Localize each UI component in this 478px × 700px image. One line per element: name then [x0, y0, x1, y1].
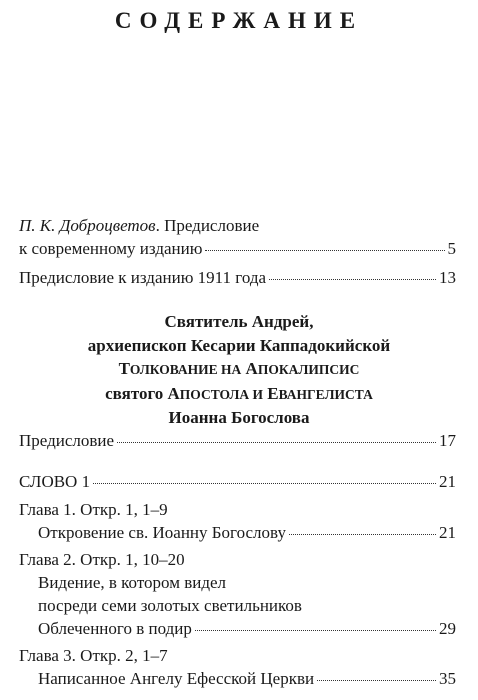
toc-page-number: 5 — [447, 239, 456, 258]
toc-entry-text: Облеченного в подир — [38, 619, 192, 638]
toc-entry-line — [19, 617, 456, 640]
toc-chapter-text: Глава 2. Откр. 1, 10–20 — [19, 550, 185, 569]
toc-entry-1911-preface[interactable] — [19, 266, 456, 289]
toc-entry-text: Написанное Ангелу Ефесской Церкви — [38, 669, 315, 688]
toc-chapter-line — [19, 498, 456, 521]
toc-entry-chapter-2[interactable] — [19, 548, 456, 640]
toc-chapter-line — [19, 548, 456, 571]
toc-entry-text: Откровение св. Иоанну Богослову — [38, 523, 286, 542]
heading-line-title: архиепископ Кесарии Каппадокийской — [87, 335, 391, 355]
toc-entry-line — [19, 594, 456, 617]
toc-entry-line — [19, 214, 456, 237]
toc-entry-title: . Предисловие — [155, 216, 260, 235]
toc-entry-chapter-3[interactable] — [19, 644, 456, 690]
toc-entry-line — [19, 470, 456, 493]
toc-chapter-text: Глава 1. Откр. 1, 1–9 — [19, 500, 168, 519]
leader-dots — [205, 249, 444, 251]
toc-page-number: 35 — [439, 669, 456, 688]
toc-entry-line — [19, 429, 456, 452]
toc-author: П. К. Доброцветов — [19, 216, 156, 235]
toc-entry-line — [19, 237, 456, 260]
toc-page-number: 29 — [439, 619, 456, 638]
leader-dots — [269, 278, 436, 280]
toc-entry-text: Предисловие — [19, 431, 115, 450]
toc-entry-line — [19, 521, 456, 544]
section-heading — [0, 310, 478, 430]
toc-chapter-text: Глава 3. Откр. 2, 1–7 — [19, 646, 168, 665]
leader-dots — [93, 482, 436, 484]
leader-dots — [117, 441, 436, 443]
leader-dots — [289, 533, 436, 535]
toc-entry-text — [19, 214, 259, 237]
toc-entry-text: Предисловие к изданию 1911 года — [19, 268, 267, 287]
leader-dots — [317, 679, 436, 681]
toc-page-number: 21 — [439, 472, 456, 491]
toc-entry-text: СЛОВО 1 — [19, 472, 91, 491]
page-title: СОДЕРЖАНИЕ — [114, 8, 364, 33]
heading-line-author: Святитель Андрей, — [164, 312, 314, 331]
heading-line-name: Иоанна Богослова — [168, 408, 310, 427]
toc-entry-line — [19, 667, 456, 690]
toc-page-number: 17 — [439, 431, 456, 450]
heading-line-work: ТОЛКОВАНИЕ НА АПОКАЛИПСИС — [118, 359, 360, 378]
heading-line-apostle: святого АПОСТОЛА И ЕВАНГЕЛИСТА — [105, 383, 373, 403]
toc-entry-slovo-1[interactable] — [19, 470, 456, 493]
toc-entry-text: к современному изданию — [19, 239, 203, 258]
toc-page-number: 13 — [439, 268, 456, 287]
toc-entry-line — [19, 571, 456, 594]
toc-entry-chapter-1[interactable] — [19, 498, 456, 544]
toc-entry-line — [19, 266, 456, 289]
toc-entry-preface[interactable] — [19, 429, 456, 452]
toc-entry-text: посреди семи золотых светильников — [38, 596, 302, 615]
leader-dots — [195, 629, 436, 631]
toc-entry-text: Видение, в котором видел — [38, 573, 227, 592]
toc-entry-modern-preface[interactable] — [19, 214, 456, 260]
toc-page-number: 21 — [439, 523, 456, 542]
toc-chapter-line — [19, 644, 456, 667]
